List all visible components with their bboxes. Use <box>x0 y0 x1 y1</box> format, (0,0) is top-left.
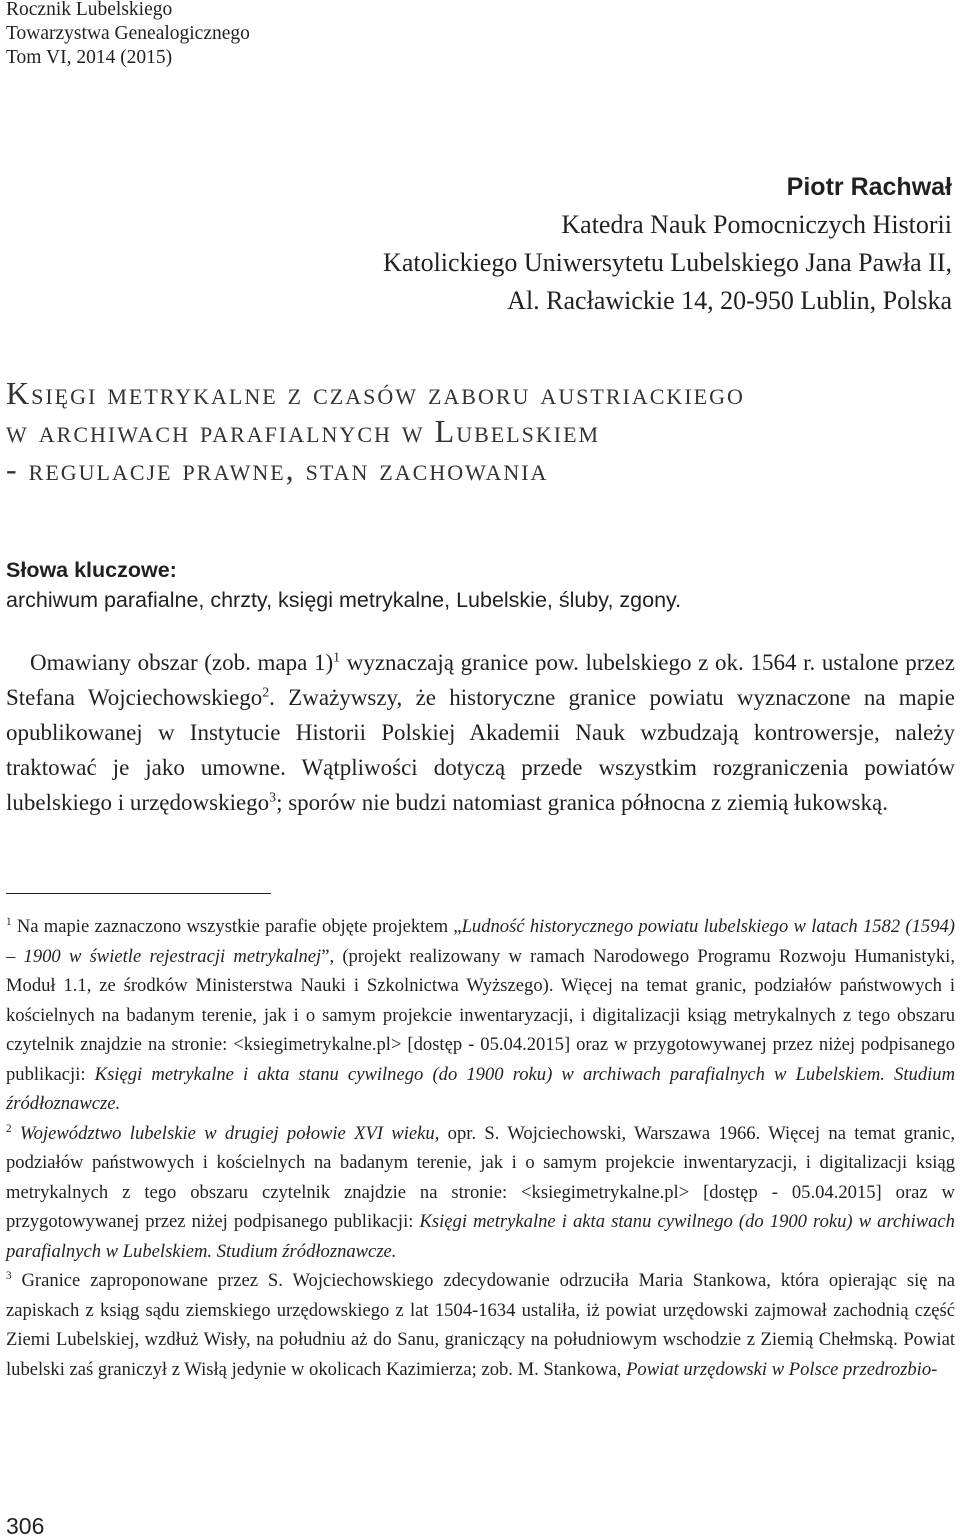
footnote-ref: 2 <box>262 684 270 700</box>
keywords-block <box>6 555 681 615</box>
body-text-segment: Omawiany obszar (zob. mapa 1) <box>30 650 334 675</box>
author-address: Al. Racławickie 14, 20-950 Lublin, Polska <box>507 286 952 315</box>
footnote-number: 3 <box>6 1269 12 1282</box>
footnote-text: Granice zaproponowane przez S. Wojciechowskiego zdecydowanie odrzuciła Maria Stankowa, która opierając się na zapiskach z ksiąg sądu ziemskiego urzędowskiego z lat 1504-1634 ustaliła, iż powiat urzędowski zajmował zachodnią część Ziemi Lubelskiej, wzdłuż Wisły, na południu aż do Sanu, graniczący na południowym wschodzie z Ziemią Chełmską. Powiat lubelski zaś graniczył z Wisłą jedynie w okolicach Kazimierza; zob. M. Stankowa, <box>6 1270 955 1380</box>
footnote-text: , opr. S. Wojciechowski, Warszawa 1966. Więcej na temat granic, podziałów państwowych i kościelnych na badanym terenie, jak i o samym projekcie inwentaryzacji, i digitalizacji ksiąg metrykalnych z tego obszaru czytelnik znajdzie na stronie: <ksiegimetrykalne.pl> [dostęp - 05.04.2015] oraz w przygotowywanej przez niżej podpisanego publikacji: <box>6 1122 955 1232</box>
body-paragraph <box>6 645 955 820</box>
footnote-italic-title: Ludność historycznego powiatu lubelskiego w latach 1582 (1594) – 1900 w świetle rejestracji metrykalnej <box>6 916 955 967</box>
footnote-separator <box>6 893 271 894</box>
footnote-italic-title: Powiat urzędowski w Polsce przedrozbio- <box>626 1358 938 1380</box>
keywords-label: Słowa kluczowe: <box>6 558 177 582</box>
footnote-number: 2 <box>6 1122 12 1135</box>
keywords-list: archiwum parafialne, chrzty, księgi metrykalne, Lubelskie, śluby, zgony. <box>6 588 682 612</box>
journal-title-line: Towarzystwa Genealogicznego <box>6 23 250 44</box>
footnote-italic-title: Województwo lubelskie w drugiej połowie XVI wieku <box>11 1122 435 1144</box>
footnotes <box>6 912 955 1384</box>
footnote-text: Na mapie zaznaczono wszystkie parafie objęte projektem „ <box>11 916 462 937</box>
footnote-text: ”, (projekt realizowany w ramach Narodowego Programu Rozwoju Humanistyki, Moduł 1.1, ze środków Ministerstwa Nauki i Szkolnictwa Wyższego). Więcej na temat granic, podziałów państwowych i kościelnych na badanym terenie, jak i o samym projekcie inwentaryzacji, i digitalizacji ksiąg metrykalnych z tego obszaru czytelnik znajdzie na stronie: <ksiegimetrykalne.pl> [dostęp - 05.04.2015] oraz w przygotowywanej przez niżej podpisanego publikacji: <box>6 945 955 1085</box>
footnote-italic-title: Księgi metrykalne i akta stanu cywilnego (do 1900 roku) w archiwach parafialnych w Lubelskiem. Studium źródłoznawcze. <box>6 1063 956 1114</box>
journal-title-line: Rocznik Lubelskiego <box>6 0 173 20</box>
footnote-italic-title: Księgi metrykalne i akta stanu cywilnego (do 1900 roku) w archiwach parafialnych w Lubelskiem. Studium źródłoznawcze. <box>6 1211 955 1262</box>
body-text-segment: . Zważywszy, że historyczne granice powiatu wyznaczone na mapie opublikowanej w Instytucie Historii Polskiej Akademii Nauk wzbudzają kontrowersje, należy traktować je jako umowne. Wątpliwości dotyczą przede wszystkim rozgraniczenia powiatów lubelskiego i urzędowskiego <box>6 685 955 815</box>
footnote-ref: 3 <box>269 789 277 805</box>
author-affiliation: Katolickiego Uniwersytetu Lubelskiego Jana Pawła II, <box>383 248 952 277</box>
author-affiliation: Katedra Nauk Pomocniczych Historii <box>561 210 952 239</box>
title-line: w archiwach parafialnych w Lubelskiem <box>6 413 601 449</box>
footnote-1 <box>6 912 955 1119</box>
article-title <box>6 374 956 488</box>
author-block <box>383 168 952 320</box>
journal-header <box>6 0 250 70</box>
body-text-segment: ; sporów nie budzi natomiast granica północna z ziemią łukowską. <box>276 790 888 815</box>
footnote-ref: 1 <box>333 649 341 665</box>
title-line: - regulacje prawne, stan zachowania <box>6 451 549 487</box>
footnote-3 <box>6 1266 955 1384</box>
footnote-number: 1 <box>6 915 12 928</box>
author-name: Piotr Rachwał <box>786 173 952 201</box>
body-text-segment: wyznaczają granice pow. lubelskiego z ok. 1564 r. ustalone przez Stefana Wojciechowskiego <box>6 650 955 710</box>
title-line: Księgi metrykalne z czasów zaboru austriackiego <box>6 375 745 411</box>
journal-volume: Tom VI, 2014 (2015) <box>6 47 173 68</box>
footnote-2 <box>6 1119 955 1267</box>
page-number: 306 <box>6 1513 45 1539</box>
